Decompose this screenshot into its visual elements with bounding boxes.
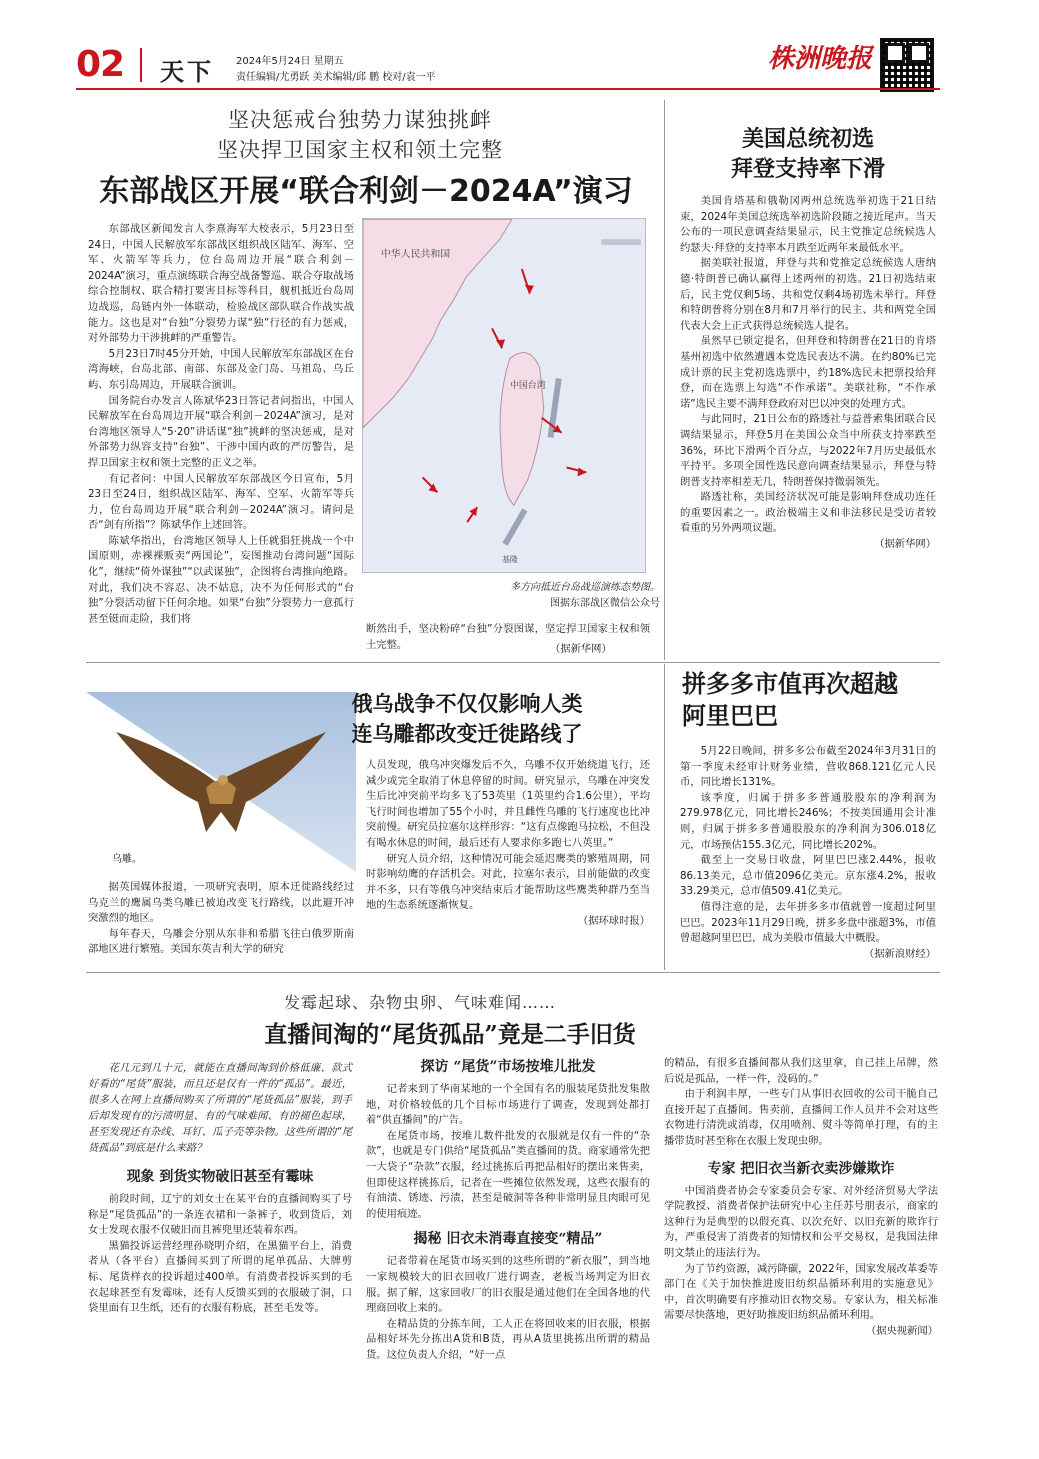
taiwan-map <box>362 218 646 573</box>
article5-title: 直播间淘的“尾货孤品”竟是二手旧货 <box>264 1021 636 1048</box>
article4-para: 据英国媒体报道，一项研究表明，原本迁徙路线经过乌克兰的鹰属乌类乌雕已被迫改变飞行路线，以此避开冲突激烈的地区。 <box>88 881 354 925</box>
article1-para-end: 断然出手，坚决粉碎“台独”分裂图谋，坚定捍卫国家主权和领土完整。 <box>366 623 650 651</box>
article5-section3-title: 揭秘 旧衣未消毒直接变“精品” <box>413 1231 603 1248</box>
article5-para: 的精品，有很多直播间都从我们这里拿，自己挂上吊牌，然后说是孤品，一样一件，没码的。” <box>664 1057 938 1085</box>
article2-title2: 拜登支持率下滑 <box>730 156 885 182</box>
header-divider <box>140 48 142 82</box>
article1-para: 陈斌华指出，台湾地区领导人上任就猖狂挑战一个中国原则，赤裸裸贩卖“两国论”，妄图推动台湾问题“国际化”，继续“倚外谋独”“以武谋独”，企图将台湾推向绝路。对此，我们决不容忍、决不姑息，决不为任何形式的“台独”分裂活动留下任何余地。如果“台独”分裂势力一意孤行甚至铤而走险，我们将 <box>88 534 354 625</box>
article4-column1 <box>88 880 354 958</box>
article3-title1: 拼多多市值再次超越 <box>682 669 898 698</box>
article5-column3 <box>664 1056 938 1340</box>
article5-para: 记者带着在尾货市场买到的这些所谓的“新衣服”，到当地一家规模较大的旧衣回收厂进行调查，老板当场判定为旧衣服。据了解，这家回收厂的旧衣服是通过他们在全国各地的代理商回收上来的。 <box>366 1255 650 1315</box>
map-label-keelung: 基隆 <box>502 554 518 564</box>
section-divider <box>86 972 940 973</box>
article5-para: 前段时间，辽宁的刘女士在某平台的直播间购买了号称是“尾货孤品”的一条连衣裙和一条裤子，收到货后，刘女士发现衣服不仅破旧而且裤兜里还装着东西。 <box>88 1193 352 1237</box>
article1-para: 东部战区新闻发言人李熹海军大校表示，5月23日至24日，中国人民解放军东部战区组织战区陆军、海军、空军、火箭军等兵力，位台岛周边开展“联合利剑－2024A”演习，重点演练联合海空战备警巡、联合夺取战场综合控制权、联合精打要害目标等科目，舰机抵近台岛周边战巡，岛链内外一体联动，检验战区部队联合作战实战能力。这也是对“台独”分裂势力谋“独”行径的有力惩戒，对外部势力干涉挑衅的严重警告。 <box>88 223 354 345</box>
article5-para: 记者来到了华南某地的一个全国有名的服装尾货批发集散地，对价格较低的几个目标市场进行了调查，发现到处都打着“供直播间”的广告。 <box>366 1083 650 1127</box>
article5-section4-title: 专家 把旧衣当新衣卖涉嫌欺诈 <box>707 1160 895 1177</box>
article2-para: 虽然早已锁定提名，但拜登和特朗普在21日的肯塔基州初选中依然遭遇本党选民表达不满。在约80%已完成计票的民主党初选选票中，约18%选民未把票投给拜登，而在选票上勾选“不作承诺”。美联社称，“不作承诺”选民主要不满拜登政府对巴以冲突的处理方式。 <box>680 335 936 410</box>
article4-para: 研究人员介绍，这种情况可能会延迟鹰类的繁殖周期，同时影响幼鹰的存活机会。对此，拉塞尔表示，目前能做的改变并不多，只有等俄乌冲突结束后才能帮助这些鹰类种群乃至当地的生态系统逐渐恢复。 <box>366 852 650 912</box>
article1-para: 5月23日7时45分开始，中国人民解放军东部战区在台湾海峡，台岛北部、南部、东部及金门岛、马祖岛、乌丘屿、东引岛周边，开展联合演训。 <box>88 347 354 391</box>
article1-subtitle1: 坚决惩戒台独势力谋独挑衅 <box>228 108 492 132</box>
article2-para: 据美联社报道，拜登与共和党推定总统候选人唐纳德·特朗普已确认赢得上述两州的初选。21日初选结束后，民主党仅剩5场、共和党仅剩4场初选未举行。拜登和特朗普将分别在8月和7月举行的民主、共和两党全国代表大会上正式获得总统候选人提名。 <box>680 257 936 332</box>
map-credit: 图据东部战区微信公众号 <box>550 598 660 609</box>
header-rule <box>76 88 940 90</box>
issue-date: 2024年5月24日 星期五 <box>236 56 344 67</box>
article5-para: 为了节约资源，减污降碳，2022年，国家发展改革委等部门在《关于加快推进废旧纺织品循环利用的实施意见》中，首次明确要有序推动旧衣物交易。专家认为，相关标准需要尽快落地，更好助推废旧纺织品循环利用。 <box>664 1262 938 1322</box>
article1-column1 <box>88 222 354 627</box>
eagle-photo-caption: 乌雕。 <box>112 854 142 865</box>
article3-body <box>680 744 936 962</box>
article1-title: 东部战区开展“联合利剑－2024A”演习 <box>99 174 633 209</box>
article5-lead: 花几元到几十元，就能在直播间淘到价格低廉、款式好看的“尾货”服装，而且还是仅有一件的“孤品”。最近，很多人在网上直播间购买了所谓的“尾货孤品”服装，到手后却发现有的污渍明显、有的气味难闻、有的褪色起球，甚至发现还有杂线、耳钉、瓜子壳等杂物。这些所谓的“尾货孤品”到底是什么来路？ <box>88 1062 352 1154</box>
article5-subtitle: 发霉起球、杂物虫卵、气味难闻…… <box>283 993 556 1012</box>
article5-para: 由于利润丰厚，一些专门从事旧衣回收的公司干脆自己直接开起了直播间。售卖前，直播间工作人员并不会对这些衣物进行清洗或消毒，仅用喷剂、熨斗等简单打理，有的主播带货时甚至称在衣服上发现虫卵。 <box>664 1088 938 1147</box>
map-label-taiwan: 中国台湾 <box>509 381 546 392</box>
article5-para: 黑猫投诉运营经理孙晓明介绍，在黑猫平台上，消费者从（各平台）直播间买到了所谓的尾单孤品、大牌剪标、尾货样衣的投诉超过400单。有消费者投诉买到的毛衣起球甚至有发霉味，还有人反馈买到的衣服破了洞，口袋里面有卫生纸，还有的衣服有粉底，甚至毛发等。 <box>88 1239 352 1315</box>
map-graphic <box>363 219 645 572</box>
article5-column2 <box>366 1056 650 1364</box>
article4-title1: 俄乌战争不仅仅影响人类 <box>351 691 583 716</box>
column-divider <box>664 664 665 970</box>
article2-para: 与此同时，21日公布的路透社与益普索集团联合民调结果显示，拜登5月在美国公众当中所获支持率跌至36%，环比下滑两个百分点，与2022年7月历史最低水平持平。多项全国性选民意向调查结果显示，拜登与特朗普支持率相差无几，特朗普保持微弱领先。 <box>680 413 936 488</box>
article3-para: 截至上一交易日收盘，阿里巴巴涨2.44%，报收86.13美元，总市值2096亿美元。京东涨4.2%，报收33.29美元，总市值509.41亿美元。 <box>680 854 936 898</box>
column-divider <box>664 100 665 660</box>
article1-para: 有记者问：中国人民解放军东部战区今日宣布，5月23日至24日，组织战区陆军、海军、空军、火箭军等兵力，位台岛周边开展“联合利剑－2024A”演习。请问是否“剑有所指”？陈斌华作上述回答。 <box>88 472 354 532</box>
article5-para: 在尾货市场，按堆儿数件批发的衣服就是仅有一件的“杂款”，也就是专门供给“尾货孤品”类直播间的货。商家通常先把一大袋子“杂款”衣服，经过挑拣后再把品相好的摆出来售卖，但即使这样挑拣后，记者在一些摊位依然发现，这些衣服有的有油渍、锈迹、污渍，甚至是破洞等各种非常明显且肉眼可见的使用痕迹。 <box>366 1129 650 1220</box>
article2-title1: 美国总统初选 <box>741 126 874 152</box>
map-caption: 多方向抵近台岛战巡演练态势图。 <box>510 582 660 593</box>
qr-code-icon[interactable] <box>880 38 934 92</box>
article4-para: 人员发现，俄乌冲突爆发后不久，乌雕不仅开始绕道飞行，还减少或完全取消了休息停留的时间。研究显示，乌雕在冲突发生后比冲突前平均多飞了53英里（1英里约合1.6公里），平均飞行时间也增加了55个小时，并且雌性乌雕的飞行速度也比冲突前慢。研究员拉塞尔这样形容：“这有点像跑马拉松，不但没有喝水休息的时间，最后还有人要求你多跑七八英里。” <box>366 759 650 849</box>
article1-subtitle2: 坚决捍卫国家主权和领土完整 <box>217 138 503 162</box>
article4-title2: 连乌雕都改变迁徙路线了 <box>351 721 583 746</box>
article5-para: 在精品货的分拣车间，工人正在将回收来的旧衣服，根据品相好坏先分拣出A货和B货，再从A货里挑拣出所谓的精品货。这位负责人介绍，“好一点 <box>366 1317 650 1361</box>
article4-column2 <box>366 758 650 930</box>
article1-source: （据新华网） <box>550 643 612 655</box>
section-name: 天下 <box>160 58 214 86</box>
article5-section2-title: 探访 “尾货”市场按堆儿批发 <box>420 1059 596 1075</box>
article2-para: 路透社称，美国经济状况可能是影响拜登成功连任的重要因素之一。政治极端主义和非法移民是受访者较看重的另外两项议题。 <box>680 491 936 535</box>
article2-body <box>680 194 936 553</box>
article1-para: 国务院台办发言人陈斌华23日答记者问指出，中国人民解放军在台岛周边开展“联合利剑－2024A”演习，是对台湾地区领导人“5·20”讲话谋“独”挑衅的坚决惩戒，是对外部势力纵容支持“台独”、干涉中国内政的严厉警告，是捍卫国家主权和领土完整的正义之举。 <box>88 394 354 469</box>
article5-column1 <box>88 1060 352 1317</box>
article3-para: 值得注意的是，去年拼多多市值就曾一度超过阿里巴巴。2023年11月29日晚，拼多多盘中涨超3%，市值曾超越阿里巴巴，成为美股市值最大中概股。 <box>680 900 936 945</box>
article5-para: 中国消费者协会专家委员会专家、对外经济贸易大学法学院教授、消费者保护法研究中心主任苏号朋表示，商家的这种行为是典型的以假充真、以次充好、以旧充新的欺诈行为，严重侵害了消费者的知情权和公平交易权，是我国法律明文禁止的违法行为。 <box>664 1184 938 1259</box>
article4-source: （据环球时报） <box>577 914 650 927</box>
page-number: 02 <box>76 44 125 85</box>
article3-title2: 阿里巴巴 <box>682 701 778 730</box>
article3-para: 5月22日晚间，拼多多公布截至2024年3月31日的第一季度未经审计财务业绩，营收868.121亿元人民币，同比增长131%。 <box>680 745 936 789</box>
editor-credits: 责任编辑/尤勇跃 美术编辑/邱 鹏 校对/袁一平 <box>236 72 436 83</box>
map-label-mainland: 中华人民共和国 <box>380 248 451 260</box>
article3-para: 该季度，归属于拼多多普通股股东的净利润为279.978亿元，同比增长246%；不按美国通用会计准则，归属于拼多多普通股股东的净利润为306.018亿元，市场预估155.3亿元，同比增长202%。 <box>680 791 936 851</box>
article5-section1-title: 现象 到货实物破旧甚至有霉味 <box>126 1169 314 1185</box>
article2-source: （据新华网） <box>874 538 936 551</box>
article4-para: 每年春天，乌雕会分别从东非和希腊飞往白俄罗斯南部地区进行繁殖。美国东英吉利大学的研究 <box>88 927 354 956</box>
article3-source: （据新浪财经） <box>863 947 936 960</box>
article5-source: （据央视新闻） <box>865 1324 938 1337</box>
section-divider <box>86 662 940 663</box>
masthead-logo: 株洲晚报 <box>768 44 873 74</box>
article2-para: 美国肯塔基和俄勒冈两州总统选举初选于21日结束，2024年美国总统选举初选阶段随之接近尾声。当天公布的一项民意调查结果显示，民主党推定总统候选人约瑟夫·拜登的支持率本月跌至近两年来最低水平。 <box>680 195 936 254</box>
